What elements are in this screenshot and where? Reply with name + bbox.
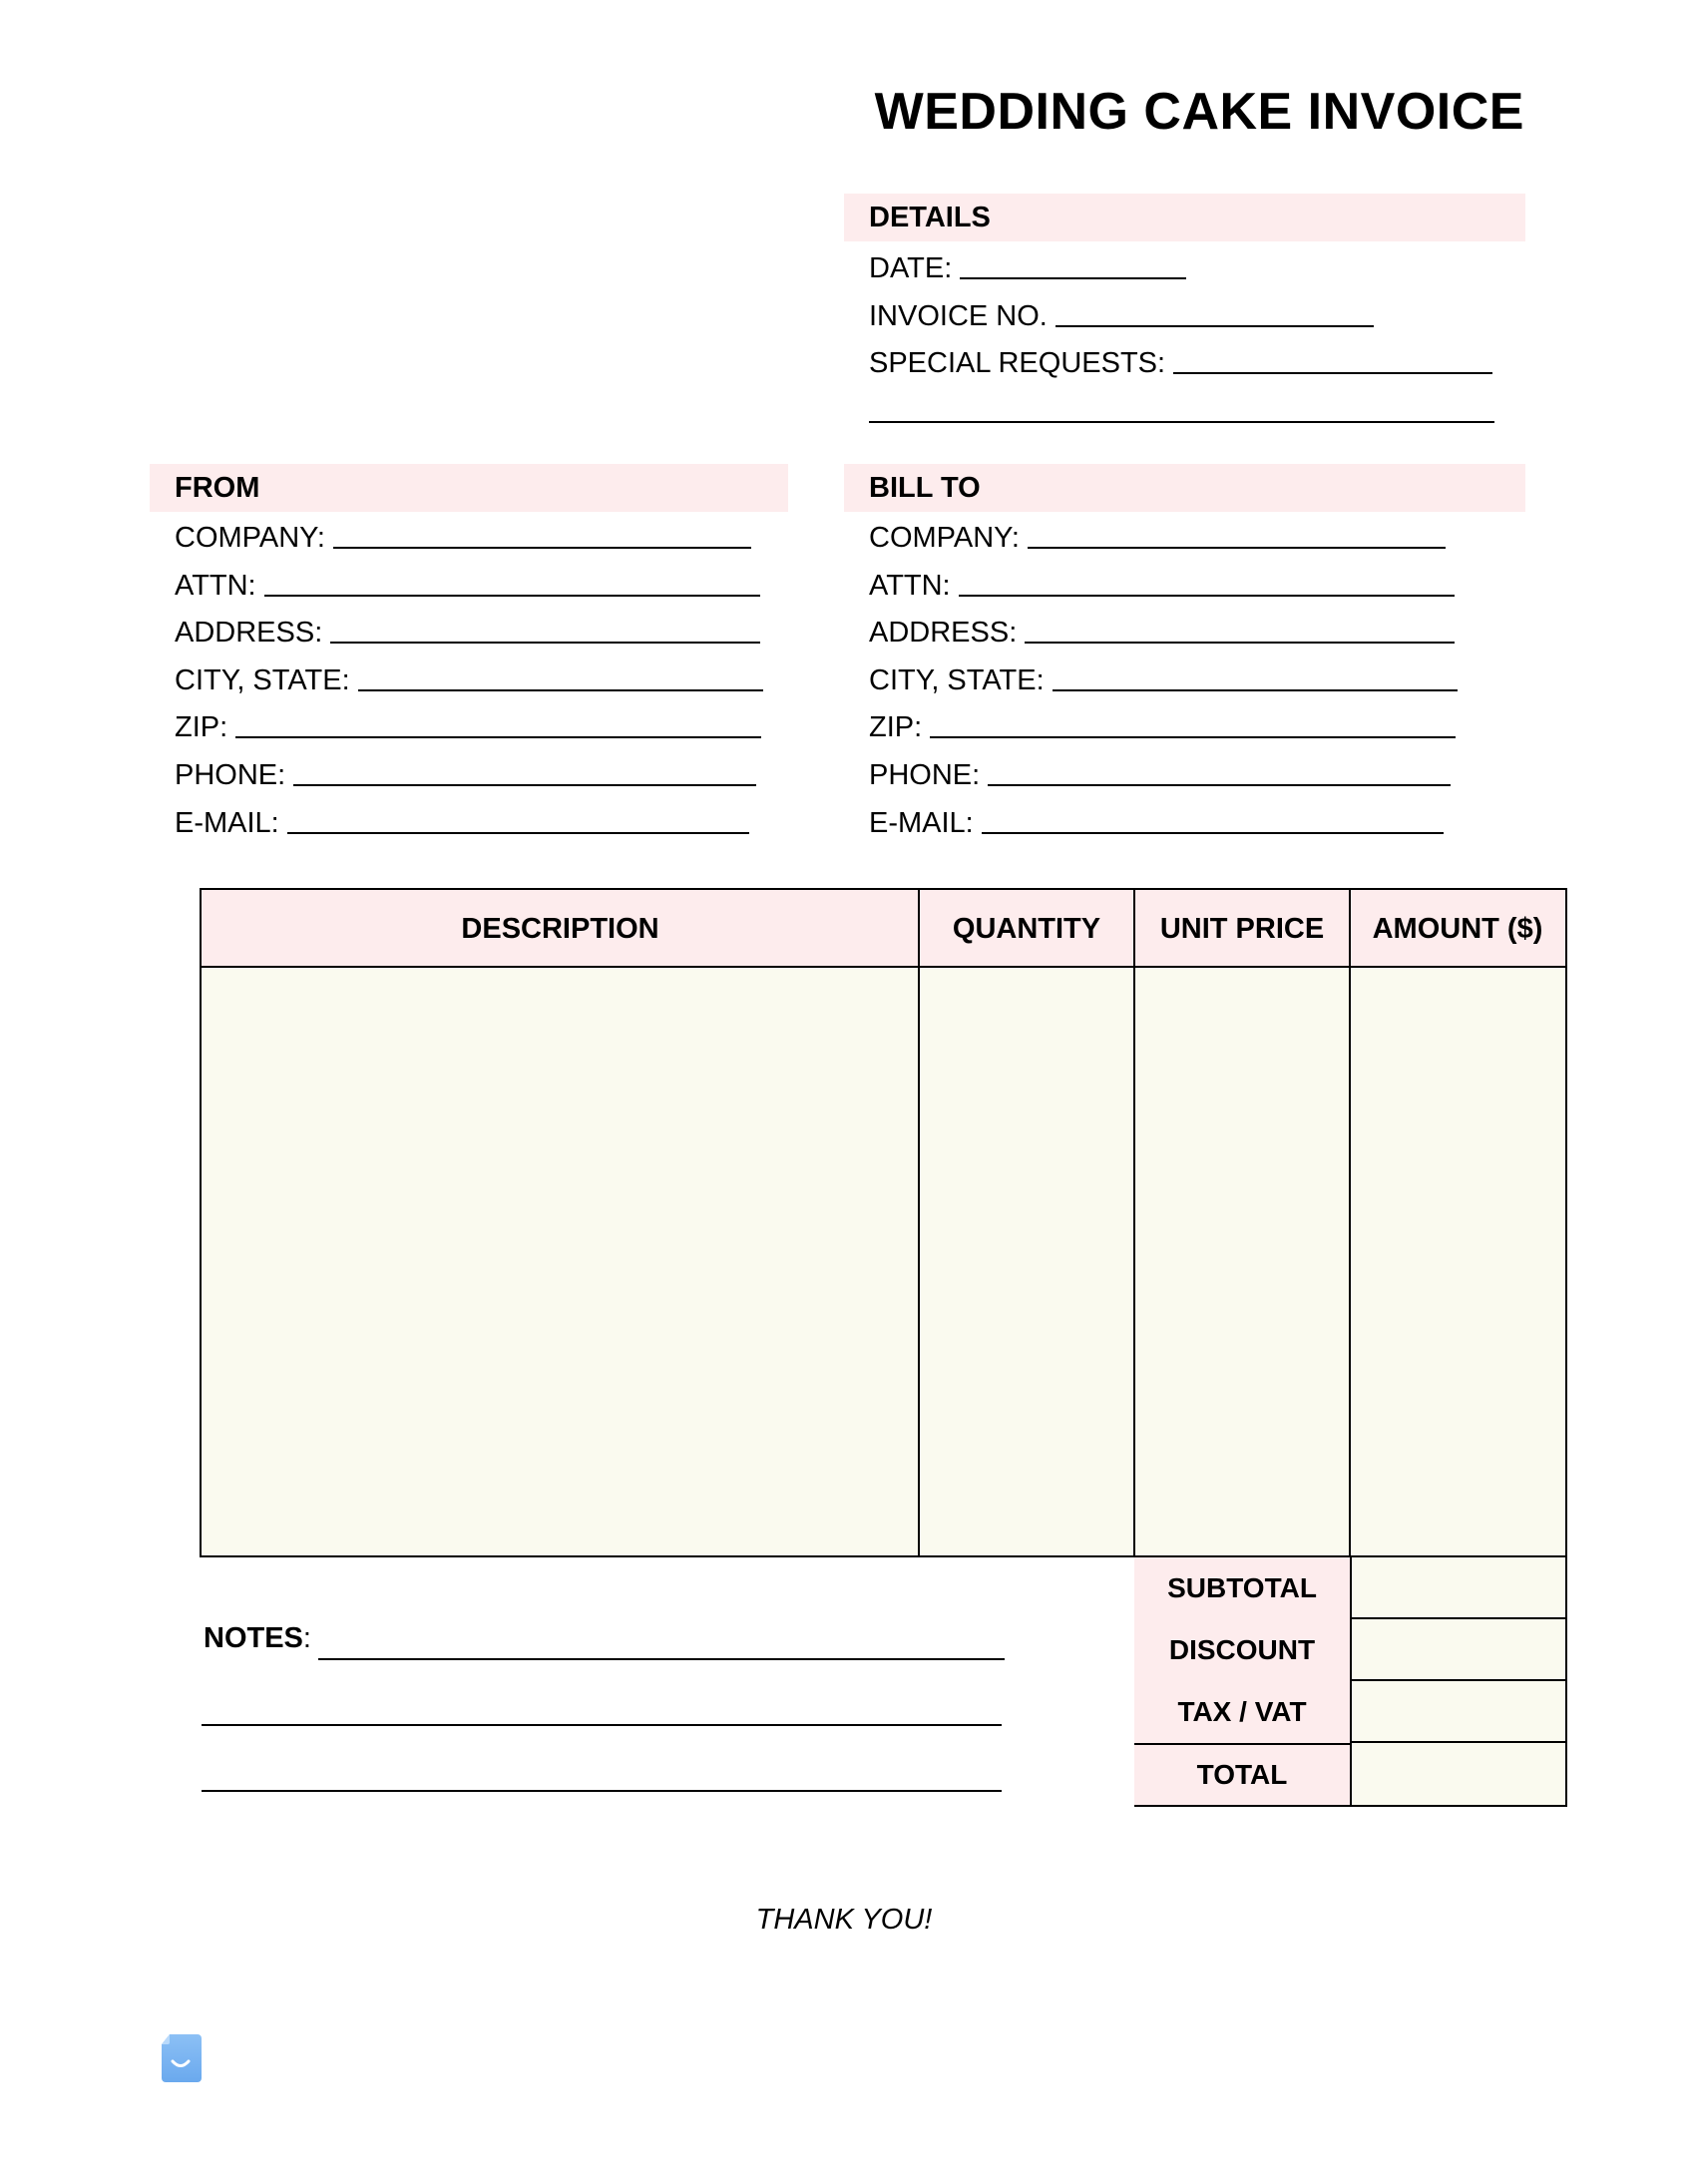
from-email-input-line[interactable] xyxy=(287,802,749,834)
bill-to-attn-input-line[interactable] xyxy=(959,565,1455,597)
bill-to-city-state-field[interactable] xyxy=(869,657,1458,697)
details-heading: DETAILS xyxy=(844,194,1525,241)
from-zip-field[interactable] xyxy=(175,704,761,744)
notes-line-2[interactable] xyxy=(202,1724,1002,1726)
bill-to-attn-label: ATTN: xyxy=(869,570,951,602)
document-logo-icon xyxy=(160,2032,202,2084)
invoice-title: WEDDING CAKE INVOICE xyxy=(874,83,1524,141)
total-label: TOTAL xyxy=(1134,1743,1350,1807)
notes-colon: : xyxy=(302,1622,311,1654)
bill-to-city-state-label: CITY, STATE: xyxy=(869,664,1045,696)
date-label: DATE: xyxy=(869,252,953,284)
bill-to-zip-field[interactable] xyxy=(869,704,1456,744)
row-divider xyxy=(202,966,1565,968)
column-divider xyxy=(918,890,920,1557)
thank-you-text: THANK YOU! xyxy=(755,1904,933,1936)
column-divider xyxy=(1349,890,1351,1557)
bill-to-heading: BILL TO xyxy=(844,464,1525,512)
from-email-label: E-MAIL: xyxy=(175,807,279,839)
subtotal-value[interactable] xyxy=(1350,1555,1567,1619)
from-zip-label: ZIP: xyxy=(175,711,228,743)
notes-line-1[interactable] xyxy=(318,1658,1005,1660)
notes-label-text: NOTES xyxy=(204,1622,303,1654)
special-requests-input-line[interactable] xyxy=(1173,342,1492,374)
quantity-cell[interactable] xyxy=(919,968,1134,1555)
date-field[interactable] xyxy=(869,245,1186,285)
bill-to-company-field[interactable] xyxy=(869,515,1446,555)
bill-to-zip-input-line[interactable] xyxy=(930,706,1456,738)
from-company-input-line[interactable] xyxy=(333,517,751,549)
column-divider xyxy=(1133,890,1135,1557)
items-table xyxy=(200,888,1567,1557)
subtotal-label: SUBTOTAL xyxy=(1134,1557,1350,1619)
amount-cell[interactable] xyxy=(1350,968,1565,1555)
discount-label: DISCOUNT xyxy=(1134,1619,1350,1681)
from-company-label: COMPANY: xyxy=(175,522,325,554)
from-phone-label: PHONE: xyxy=(175,759,286,791)
from-zip-input-line[interactable] xyxy=(235,706,761,738)
column-header-quantity: QUANTITY xyxy=(919,890,1134,968)
invoice-no-label: INVOICE NO. xyxy=(869,300,1048,332)
notes-label xyxy=(204,1622,311,1655)
from-attn-field[interactable] xyxy=(175,563,760,603)
bill-to-address-label: ADDRESS: xyxy=(869,617,1018,649)
bill-to-phone-field[interactable] xyxy=(869,752,1451,792)
bill-to-address-field[interactable] xyxy=(869,610,1455,650)
bill-to-attn-field[interactable] xyxy=(869,563,1455,603)
unit-price-cell[interactable] xyxy=(1134,968,1350,1555)
from-company-field[interactable] xyxy=(175,515,751,555)
from-attn-input-line[interactable] xyxy=(264,565,760,597)
total-value[interactable] xyxy=(1350,1741,1567,1807)
special-requests-field[interactable] xyxy=(869,340,1492,380)
from-phone-field[interactable] xyxy=(175,752,756,792)
invoice-no-field[interactable] xyxy=(869,293,1374,333)
bill-to-city-state-input-line[interactable] xyxy=(1053,659,1458,691)
bill-to-zip-label: ZIP: xyxy=(869,711,923,743)
bill-to-company-input-line[interactable] xyxy=(1028,517,1446,549)
bill-to-email-label: E-MAIL: xyxy=(869,807,974,839)
bill-to-phone-label: PHONE: xyxy=(869,759,981,791)
from-address-label: ADDRESS: xyxy=(175,617,323,649)
bill-to-address-input-line[interactable] xyxy=(1025,612,1455,644)
from-address-field[interactable] xyxy=(175,610,760,650)
from-heading: FROM xyxy=(150,464,788,512)
description-cell[interactable] xyxy=(202,968,919,1555)
tax-label: TAX / VAT xyxy=(1134,1681,1350,1743)
invoice-no-input-line[interactable] xyxy=(1055,295,1374,327)
discount-value[interactable] xyxy=(1350,1617,1567,1681)
from-email-field[interactable] xyxy=(175,800,749,840)
column-header-description: DESCRIPTION xyxy=(202,890,919,968)
notes-line-3[interactable] xyxy=(202,1790,1002,1792)
from-address-input-line[interactable] xyxy=(330,612,760,644)
special-requests-extra-line[interactable] xyxy=(869,421,1494,423)
bill-to-phone-input-line[interactable] xyxy=(988,754,1451,786)
column-header-unit-price: UNIT PRICE xyxy=(1134,890,1350,968)
bill-to-email-input-line[interactable] xyxy=(982,802,1444,834)
tax-value[interactable] xyxy=(1350,1679,1567,1743)
from-phone-input-line[interactable] xyxy=(293,754,756,786)
from-attn-label: ATTN: xyxy=(175,570,256,602)
date-input-line[interactable] xyxy=(960,247,1186,279)
column-header-amount: AMOUNT ($) xyxy=(1350,890,1565,968)
bill-to-email-field[interactable] xyxy=(869,800,1444,840)
from-city-state-label: CITY, STATE: xyxy=(175,664,350,696)
special-requests-label: SPECIAL REQUESTS: xyxy=(869,347,1166,379)
from-city-state-input-line[interactable] xyxy=(358,659,763,691)
from-city-state-field[interactable] xyxy=(175,657,763,697)
bill-to-company-label: COMPANY: xyxy=(869,522,1020,554)
